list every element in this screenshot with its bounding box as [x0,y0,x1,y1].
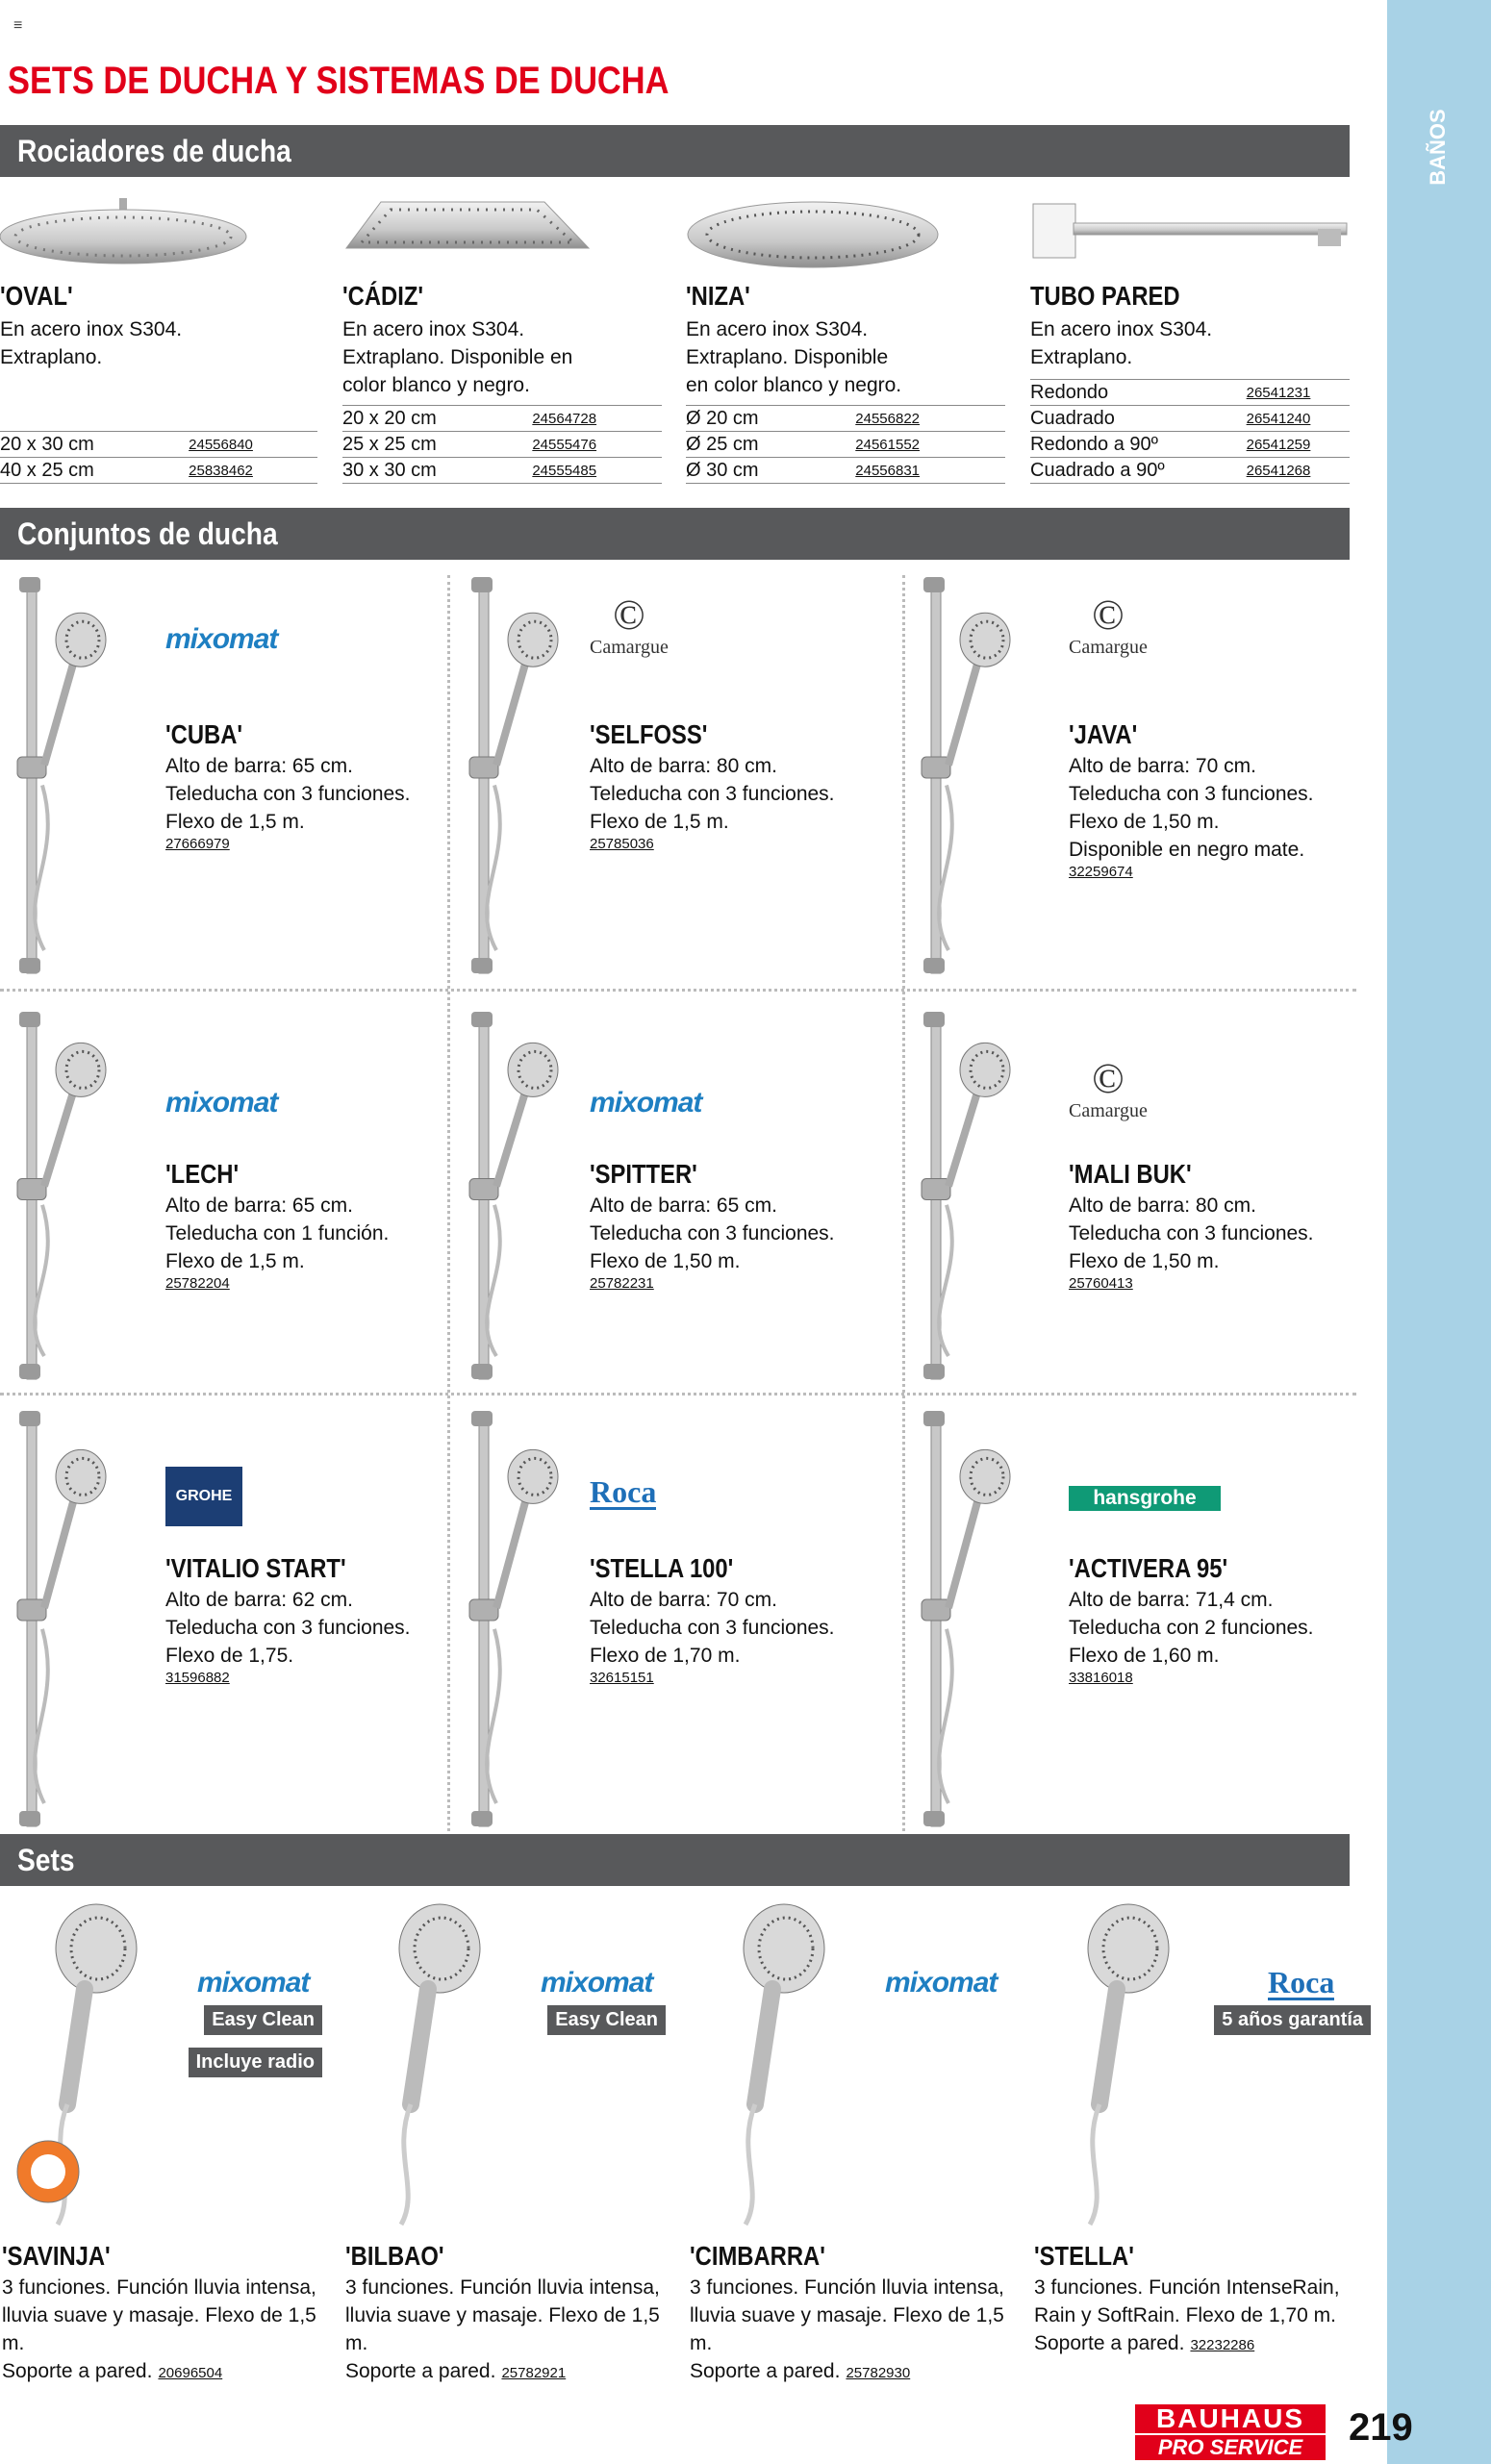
menu-icon[interactable]: ≡ [13,17,23,34]
product-name: 'BILBAO' [345,2241,444,2271]
product-desc-line: En acero inox S304. [342,318,525,340]
product-desc-line: Soporte a pared. [345,2360,496,2382]
product-desc-line: Flexo de 1,60 m. [1069,1645,1220,1667]
table-row [686,458,1005,484]
product-desc-line: En acero inox S304. [0,318,183,340]
hansgrohe-logo: hansgrohe [1069,1486,1221,1511]
product-description [690,2274,1026,2387]
product-name: TUBO PARED [1030,281,1180,311]
conjunto-text [1069,1159,1357,1292]
product-code-link[interactable]: 25782921 [501,2365,567,2381]
product-desc-line: Extraplano. [1030,346,1133,368]
code-link[interactable]: 24555485 [532,458,662,484]
code-link[interactable]: 24564728 [532,406,662,432]
product-name: 'SAVINJA' [2,2241,111,2271]
product-desc-line: Teleducha con 3 funciones. [165,1617,411,1639]
bauhaus-pro-service-logo [1135,2404,1326,2460]
table-row [1030,380,1350,406]
product-desc-line: Teleducha con 3 funciones. [590,783,835,805]
variant-cell: Redondo a 90º [1030,432,1247,458]
table-row [686,406,1005,432]
rociador-niza [686,281,1013,399]
shower-bar-image [6,1409,140,1832]
product-desc-last-line [2,2357,339,2387]
product-description [590,752,878,836]
mixomat-logo: mixomat [197,1967,310,1999]
mixomat-logo: mixomat [885,1967,998,1999]
product-desc-line: Alto de barra: 65 cm. [165,1194,353,1217]
product-desc-line: Extraplano. [0,346,103,368]
code-link[interactable]: 24556831 [855,458,1005,484]
product-name: 'NIZA' [686,281,750,311]
set-text [345,2241,682,2387]
product-desc-line: En acero inox S304. [686,318,869,340]
hand-shower-image [697,1902,842,2229]
product-desc-line: Teleducha con 3 funciones. [1069,783,1314,805]
product-description [590,1586,878,1670]
product-desc-line: en color blanco y negro. [686,374,902,396]
camargue-mark-icon: © [613,591,645,639]
mixomat-logo: mixomat [590,1087,702,1119]
conjunto-text [165,719,454,852]
product-description [165,1192,454,1275]
table-row [0,458,317,484]
conjunto-text [1069,719,1357,880]
code-link[interactable]: 26541231 [1247,380,1350,406]
product-desc-line: Flexo de 1,5 m. [590,811,729,833]
product-name: 'CÁDIZ' [342,281,424,311]
mixomat-logo: mixomat [165,623,278,655]
code-link[interactable]: 26541259 [1247,432,1350,458]
code-link[interactable]: 24561552 [855,432,1005,458]
product-code-link[interactable]: 25782204 [165,1275,230,1292]
camargue-mark-icon: © [1092,591,1125,639]
product-desc-last-line [345,2357,682,2387]
conjunto-text [590,719,878,852]
conjunto-text [1069,1553,1357,1686]
product-desc-line: Alto de barra: 80 cm. [590,755,777,777]
product-desc-line: 3 funciones. Función lluvia intensa, [2,2276,316,2299]
shower-bar-image [6,1010,140,1385]
variant-cell: Cuadrado [1030,406,1247,432]
product-desc-line: Flexo de 1,5 m. [165,1250,305,1272]
product-desc-line: Teleducha con 3 funciones. [590,1222,835,1245]
table-row [342,406,662,432]
code-link[interactable]: 25838462 [189,458,317,484]
camargue-logo-text: Camargue [590,637,669,658]
product-desc-line: Teleducha con 2 funciones. [1069,1617,1314,1639]
set-text [690,2241,1026,2387]
product-name: 'LECH' [165,1159,240,1189]
product-name: 'CUBA' [165,719,243,749]
side-strip [1387,0,1491,2464]
product-desc-line: Flexo de 1,5 m. [165,811,305,833]
product-name: 'OVAL' [0,281,73,311]
product-desc-line: En acero inox S304. [1030,318,1213,340]
shower-bar-image [910,1010,1045,1385]
size-cell: 20 x 30 cm [0,432,189,458]
product-description [345,2274,682,2387]
product-code-link[interactable]: 32615151 [590,1670,654,1686]
feature-badge: 5 años garantía [1214,2005,1371,2035]
product-desc-line: Alto de barra: 70 cm. [590,1589,777,1611]
product-desc-line: Teleducha con 3 funciones. [1069,1222,1314,1245]
niza-size-table [686,405,1005,484]
product-description [1034,2274,1371,2359]
product-desc-line: Disponible en negro mate. [1069,839,1305,861]
product-desc-line: Teleducha con 3 funciones. [165,783,411,805]
table-row [0,432,317,458]
product-desc-line: Flexo de 1,50 m. [1069,1250,1220,1272]
feature-badge: Easy Clean [547,2005,666,2035]
shower-bar-image [458,1409,593,1832]
side-category-label: BAÑOS [1426,109,1450,186]
tubo-pared-table [1030,379,1350,484]
camargue-mark-icon: © [1092,1055,1125,1102]
product-name: 'STELLA 100' [590,1553,734,1583]
product-desc-line: color blanco y negro. [342,374,530,396]
mixomat-logo: mixomat [165,1087,278,1119]
product-code-link[interactable]: 20696504 [158,2365,223,2381]
camargue-logo [1069,591,1148,659]
product-desc-line: Extraplano. Disponible en [342,346,573,368]
shower-bar-image [458,575,593,979]
product-desc-line: Teleducha con 3 funciones. [590,1617,835,1639]
table-row [1030,406,1350,432]
section-bar-conjuntos [0,508,1350,560]
product-desc-line: Rain y SoftRain. Flexo de 1,70 m. [1034,2304,1336,2326]
conjunto-text [165,1159,454,1292]
shower-bar-image [458,1010,593,1385]
mixomat-logo: mixomat [541,1967,653,1999]
product-desc-line: lluvia suave y masaje. Flexo de 1,5 m. [690,2304,1004,2354]
section-title: Rociadores de ducha [17,134,291,168]
product-desc-line: Soporte a pared. [2,2360,153,2382]
product-description [165,752,454,836]
camargue-logo-text: Camargue [1069,637,1148,658]
product-code-link[interactable]: 25785036 [590,836,654,852]
column-divider [902,575,905,1854]
code-link[interactable]: 26541240 [1247,406,1350,432]
set-text [2,2241,339,2387]
product-desc-line: Flexo de 1,50 m. [1069,811,1220,833]
roca-logo: Roca [590,1474,657,1509]
oval-shower-head-image [0,190,252,269]
product-desc-line: Alto de barra: 65 cm. [590,1194,777,1217]
section-bar-sets [0,1834,1350,1886]
hand-shower-image [1042,1902,1186,2229]
tubo-pared-image [1029,198,1351,265]
section-bar-rociadores [0,125,1350,177]
product-desc-line: 3 funciones. Función IntenseRain, [1034,2276,1340,2299]
product-code-link[interactable]: 33816018 [1069,1670,1133,1686]
shower-bar-image [910,1409,1045,1832]
product-description [590,1192,878,1275]
size-cell: Ø 20 cm [686,406,855,432]
logo-bottom-text: PRO SERVICE [1135,2435,1326,2460]
page-number: 219 [1349,2406,1413,2449]
product-name: 'SELFOSS' [590,719,708,749]
product-name: 'JAVA' [1069,719,1138,749]
conjunto-text [165,1553,454,1686]
section-title: Sets [17,1843,75,1877]
table-row [342,432,662,458]
oval-size-table [0,431,317,484]
product-code-link[interactable]: 25760413 [1069,1275,1133,1292]
conjunto-text [590,1159,878,1292]
product-desc-last-line [690,2357,1026,2387]
camargue-logo-text: Camargue [1069,1100,1148,1121]
page-title: SETS DE DUCHA Y SISTEMAS DE DUCHA [8,60,670,102]
rociador-cadiz [342,281,670,399]
product-desc-line: Extraplano. Disponible [686,346,889,368]
shower-bar-image [910,575,1045,979]
product-desc-line: Soporte a pared. [690,2360,841,2382]
table-row [1030,432,1350,458]
product-name: 'VITALIO START' [165,1553,346,1583]
product-name: 'ACTIVERA 95' [1069,1553,1228,1583]
cadiz-shower-head-image [342,192,593,265]
variant-cell: Cuadrado a 90º [1030,458,1247,484]
shower-bar-image [6,575,140,979]
size-cell: 40 x 25 cm [0,458,189,484]
logo-top-text: BAUHAUS [1135,2404,1326,2433]
product-desc-last-line [1034,2329,1371,2359]
hand-shower-image [353,1902,497,2229]
product-code-link[interactable]: 32232286 [1190,2337,1255,2353]
product-desc-line: Alto de barra: 80 cm. [1069,1194,1256,1217]
product-description [1069,1586,1357,1670]
cadiz-size-table [342,405,662,484]
size-cell: 30 x 30 cm [342,458,532,484]
product-code-link[interactable]: 32259674 [1069,864,1133,880]
product-name: 'STELLA' [1034,2241,1134,2271]
hand-shower-image [10,1902,154,2229]
product-code-link[interactable]: 27666979 [165,836,230,852]
roca-logo: Roca [1268,1965,1335,1999]
product-desc-line: Flexo de 1,50 m. [590,1250,741,1272]
code-link[interactable]: 26541268 [1247,458,1350,484]
table-row [686,432,1005,458]
product-desc-line: Alto de barra: 62 cm. [165,1589,353,1611]
rociador-tubo-pared [1030,281,1357,371]
product-desc-line: Flexo de 1,75. [165,1645,294,1667]
conjunto-text [590,1553,878,1686]
product-desc-line: Teleducha con 1 función. [165,1222,390,1245]
product-code-link[interactable]: 31596882 [165,1670,230,1686]
product-description [2,2274,339,2387]
row-divider [0,989,1356,992]
niza-shower-head-image [685,192,941,271]
camargue-logo [1069,1055,1148,1122]
product-description [165,1586,454,1670]
size-cell: 25 x 25 cm [342,432,532,458]
product-desc-line: lluvia suave y masaje. Flexo de 1,5 m. [345,2304,660,2354]
product-desc-line: Alto de barra: 71,4 cm. [1069,1589,1274,1611]
product-desc-line: Soporte a pared. [1034,2332,1185,2354]
section-title: Conjuntos de ducha [17,516,278,551]
feature-badge: Easy Clean [204,2005,322,2035]
feature-badge: Incluye radio [189,2048,322,2077]
product-desc-line: lluvia suave y masaje. Flexo de 1,5 m. [2,2304,316,2354]
set-text [1034,2241,1371,2359]
rociador-oval [0,281,327,371]
size-cell: Ø 30 cm [686,458,855,484]
product-name: 'CIMBARRA' [690,2241,825,2271]
code-link[interactable]: 24556840 [189,432,317,458]
size-cell: 20 x 20 cm [342,406,532,432]
product-desc-line: 3 funciones. Función lluvia intensa, [690,2276,1004,2299]
product-code-link[interactable]: 25782231 [590,1275,654,1292]
product-desc-line: 3 funciones. Función lluvia intensa, [345,2276,660,2299]
product-description [1069,1192,1357,1275]
product-code-link[interactable]: 25782930 [846,2365,911,2381]
product-description [1069,752,1357,864]
camargue-logo [590,591,669,659]
product-name: 'MALI BUK' [1069,1159,1192,1189]
product-desc-line: Alto de barra: 70 cm. [1069,755,1256,777]
row-divider [0,1393,1356,1395]
variant-cell: Redondo [1030,380,1247,406]
product-desc-line: Flexo de 1,70 m. [590,1645,741,1667]
table-row [342,458,662,484]
grohe-logo: GROHE [165,1467,242,1526]
code-link[interactable]: 24555476 [532,432,662,458]
size-cell: Ø 25 cm [686,432,855,458]
product-desc-line: Alto de barra: 65 cm. [165,755,353,777]
code-link[interactable]: 24556822 [855,406,1005,432]
table-row [1030,458,1350,484]
product-name: 'SPITTER' [590,1159,697,1189]
